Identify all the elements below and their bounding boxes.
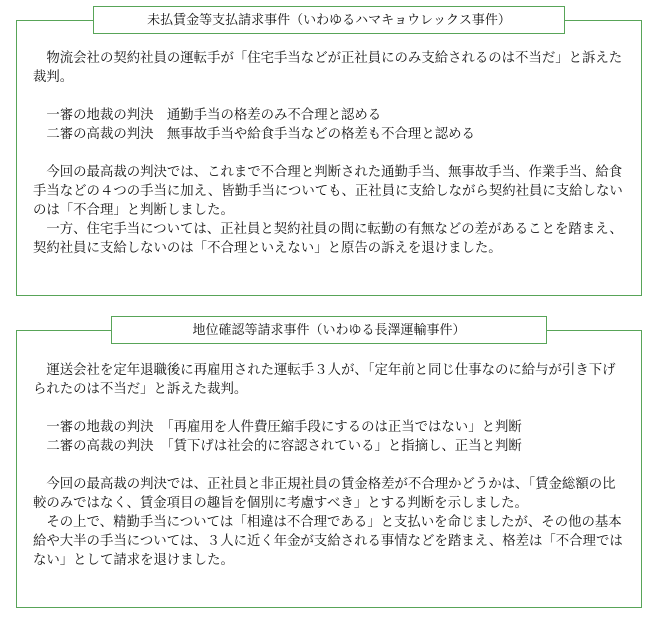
- case-body: [33, 361, 627, 570]
- case-summary: 運送会社を定年退職後に再雇用された運転手３人が、「定年前と同じ仕事なのに給与が引き下げられたのは不当だ」と訴えた裁判。: [33, 363, 616, 397]
- district-court-ruling: 一審の地裁の判決 「再雇用を人件費圧縮手段にするのは正当ではない」と判断: [46, 420, 522, 435]
- district-court-ruling: 一審の地裁の判決 通勤手当の格差のみ不合理と認める: [46, 108, 382, 123]
- case-box-nagasawa: [16, 323, 642, 608]
- case-summary: 物流会社の契約社員の運転手が「住宅手当などが正社員にのみ支給されるのは不当だ」と訴えた裁判。: [33, 51, 623, 85]
- high-court-ruling: 二審の高裁の判決 「賃下げは社会的に容認されている」と指摘し、正当と判断: [46, 439, 522, 454]
- case-title: 未払賃金等支払請求事件（いわゆるハマキョウレックス事件）: [93, 6, 565, 34]
- supreme-court-ruling: 今回の最高裁の判決では、正社員と非正規社員の賃金格差が不合理かどうかは、「賃金総額の比較のみではなく、賃金項目の趣旨を個別に考慮すべき」とする判断を示しました。: [33, 477, 616, 511]
- case-box-hamakyorex: [16, 13, 642, 296]
- supreme-court-ruling-housing: 一方、住宅手当については、正社員と契約社員の間に転勤の有無などの差があることを踏まえ、契約社員に支給しないのは「不合理といえない」と原告の訴えを退けました。: [33, 222, 623, 256]
- case-title: 地位確認等請求事件（いわゆる長澤運輸事件）: [111, 316, 547, 344]
- supreme-court-ruling-allowance: その上で、精勤手当については「相違は不合理である」と支払いを命じましたが、その他の基本給や大半の手当については、３人に近く年金が支給される事情などを踏まえ、格差は「不合理ではない」として請求を退けました。: [33, 515, 623, 568]
- case-body: [33, 49, 627, 258]
- supreme-court-ruling: 今回の最高裁の判決では、これまで不合理と判断された通勤手当、無事故手当、作業手当、給食手当などの４つの手当に加え、皆勤手当についても、正社員に支給しながら契約社員に支給しないのは「不合理」と判断しました。: [33, 165, 623, 218]
- high-court-ruling: 二審の高裁の判決 無事故手当や給食手当などの格差も不合理と認める: [46, 127, 475, 142]
